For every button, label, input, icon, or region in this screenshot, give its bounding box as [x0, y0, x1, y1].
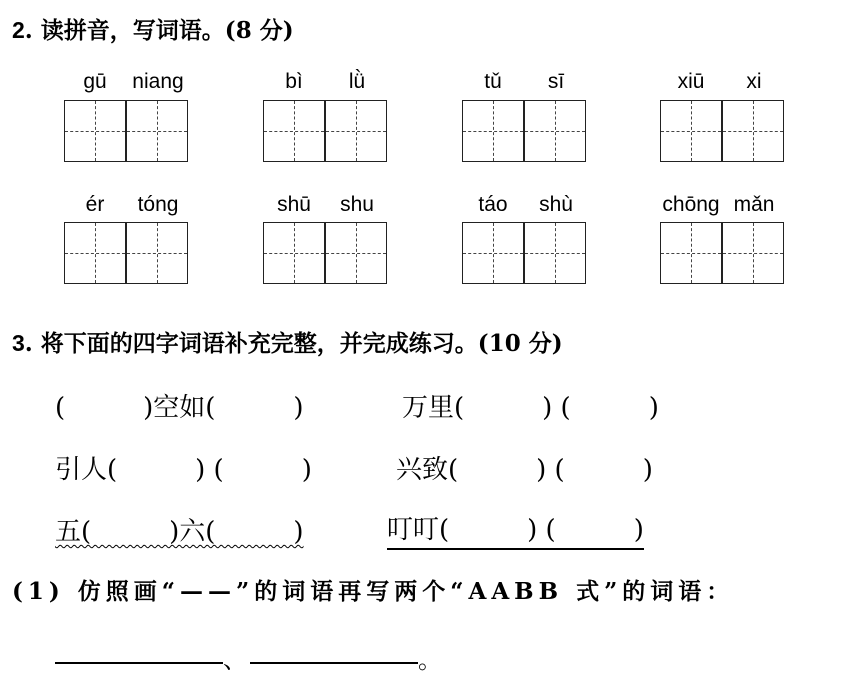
pinyin-syllable: táo — [478, 193, 508, 216]
idiom-6-underlined: 叮叮( ) ( ) — [387, 509, 644, 550]
answer-end-mark: 。 — [418, 646, 442, 674]
pinyin-syllable: ér — [85, 193, 105, 216]
pinyin-syllable: chōng — [662, 193, 720, 216]
pinyin-syllable: sī — [547, 70, 565, 93]
writing-box[interactable] — [126, 100, 188, 162]
writing-box[interactable] — [660, 100, 722, 162]
writing-box[interactable] — [325, 222, 387, 284]
writing-box[interactable] — [722, 222, 784, 284]
subquestion-1 — [12, 573, 734, 606]
pinyin-syllable: tóng — [137, 193, 179, 216]
pinyin-syllable: tǔ — [484, 70, 502, 93]
answer-blank-1[interactable] — [55, 662, 223, 664]
pinyin-syllable: xiū — [677, 70, 705, 93]
question-2-number: 2 — [12, 17, 25, 43]
writing-box[interactable] — [524, 100, 586, 162]
idiom-2: 万里( ) ( ) — [402, 393, 659, 423]
idiom-4: 兴致( ) ( ) — [396, 455, 653, 485]
answer-blank-2[interactable] — [250, 662, 418, 664]
pinyin-syllable: bì — [285, 70, 303, 93]
writing-box[interactable] — [722, 100, 784, 162]
question-2-text: . 读拼音，写词语。(8 分) — [24, 17, 294, 44]
writing-box[interactable] — [325, 100, 387, 162]
pinyin-syllable: lǜ — [348, 70, 366, 93]
writing-box[interactable] — [660, 222, 722, 284]
idiom-1: ( )空如( ) — [55, 393, 304, 423]
writing-box[interactable] — [462, 100, 524, 162]
pinyin-syllable: xi — [746, 70, 762, 93]
writing-box[interactable] — [263, 222, 325, 284]
pinyin-syllable: gū — [83, 70, 107, 93]
pinyin-syllable: shu — [340, 193, 374, 216]
question-3-text: . 将下面的四字词语补充完整，并完成练习。(10 分) — [24, 330, 563, 357]
writing-box[interactable] — [64, 100, 126, 162]
pinyin-syllable: niang — [132, 70, 184, 93]
question-3-number: 3 — [12, 330, 25, 356]
writing-box[interactable] — [64, 222, 126, 284]
question-3-title — [12, 325, 563, 358]
pinyin-syllable: shū — [277, 193, 311, 216]
writing-box[interactable] — [524, 222, 586, 284]
idiom-3: 引人( ) ( ) — [55, 455, 312, 485]
writing-box[interactable] — [126, 222, 188, 284]
pinyin-syllable: mǎn — [733, 193, 775, 216]
writing-box[interactable] — [263, 100, 325, 162]
subquestion-1-number: (1) — [12, 578, 65, 605]
writing-box[interactable] — [462, 222, 524, 284]
question-2-title — [12, 12, 294, 45]
pinyin-syllable: shù — [539, 193, 573, 216]
idiom-5-wavy-underlined: 五( )六( ) — [55, 517, 304, 547]
answer-separator: 、 — [223, 646, 247, 674]
subquestion-1-text: 仿照画“——”的词语再写两个“AABB 式”的词语： — [77, 578, 735, 605]
